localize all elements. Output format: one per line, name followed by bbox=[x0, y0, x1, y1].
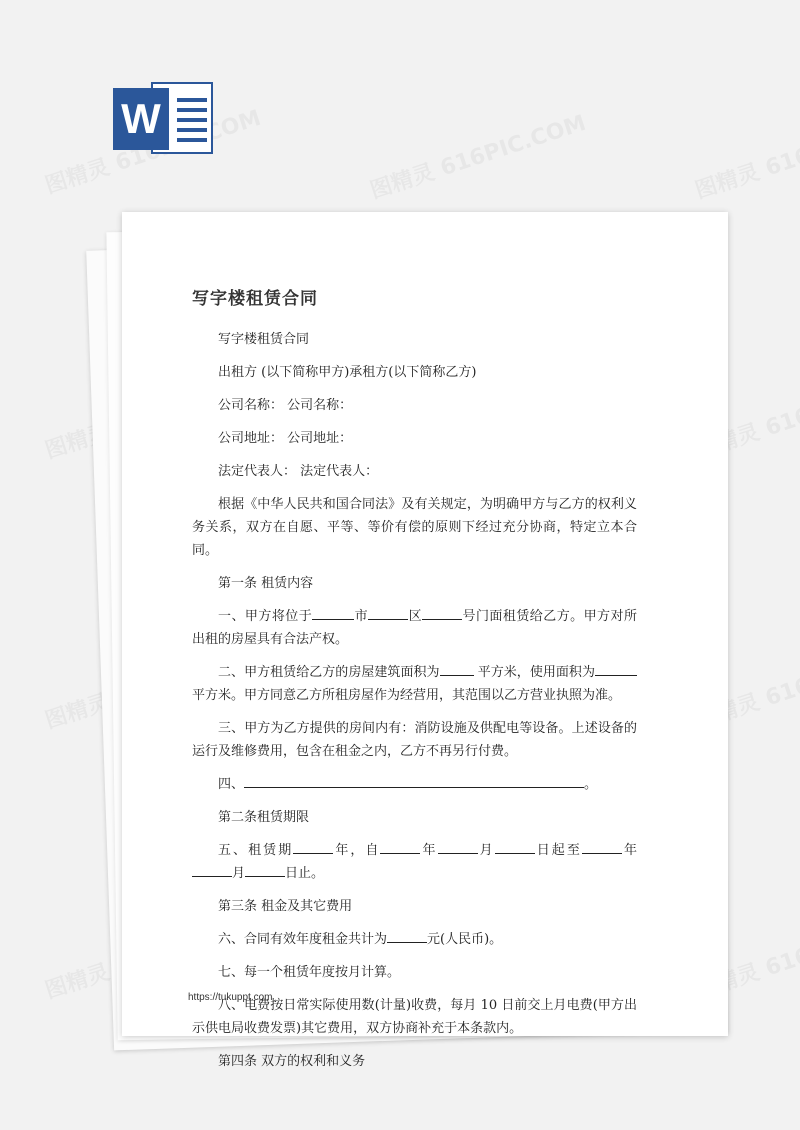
article-4-heading: 第四条 双方的权利和义务 bbox=[218, 1054, 366, 1069]
document-page bbox=[122, 212, 728, 1069]
watermark bbox=[366, 106, 590, 205]
watermark bbox=[691, 106, 800, 205]
contract-subtitle: 写字楼租赁合同 bbox=[218, 332, 310, 347]
clause-2: 二、甲方租赁给乙方的房屋建筑面积为 平方米，使用面积为平方米。甲方同意乙方所租房屋作为经营用，其范围以乙方营业执照为准。 bbox=[192, 661, 637, 707]
preamble-paragraph: 根据《中华人民共和国合同法》及有关规定，为明确甲方与乙方的权利义务关系，双方在自愿、平等、等价有偿的原则下经过充分协商，特定立本合同。 bbox=[192, 497, 637, 558]
footer-url: https://tukuppt.com bbox=[188, 992, 273, 1003]
clause-6: 六、合同有效年度租金共计为 元(人民币)。 bbox=[192, 928, 637, 951]
word-letter-badge: W bbox=[113, 88, 169, 150]
article-2-heading: 第二条租赁期限 bbox=[218, 810, 310, 825]
document-title: 写字楼租赁合同 bbox=[192, 289, 318, 309]
clause-7: 七、每一个租赁年度按月计算。 bbox=[218, 965, 401, 980]
document-body bbox=[192, 328, 637, 1083]
word-app-icon bbox=[113, 80, 213, 156]
clause-5: 五、租赁期 年，自 年 月 日起至 年月 日止。 bbox=[192, 839, 637, 885]
clause-8: 八、电费按日常实际使用数(计量)收费，每月 10 日前交上月电费(甲方出示供电局收费发票)其它费用，双方协商补充于本条款内。 bbox=[192, 998, 637, 1036]
clause-3: 三、甲方为乙方提供的房间内有：消防设施及供配电等设备。上述设备的运行及维修费用，包含在租金之内，乙方不再另行付费。 bbox=[192, 721, 637, 759]
clause-1: 一、甲方将位于 市 区 号门面租赁给乙方。甲方对所出租的房屋具有合法产权。 bbox=[192, 605, 637, 651]
article-3-heading: 第三条 租金及其它费用 bbox=[218, 899, 353, 914]
legal-rep-line: 法定代表人： 法定代表人： bbox=[218, 464, 379, 479]
article-1-heading: 第一条 租赁内容 bbox=[218, 576, 314, 591]
company-address-line: 公司地址： 公司地址： bbox=[218, 431, 353, 446]
clause-4: 四、 。 bbox=[192, 773, 637, 796]
company-name-line: 公司名称： 公司名称： bbox=[218, 398, 353, 413]
parties-line: 出租方 (以下简称甲方)承租方(以下简称乙方) bbox=[218, 365, 477, 380]
